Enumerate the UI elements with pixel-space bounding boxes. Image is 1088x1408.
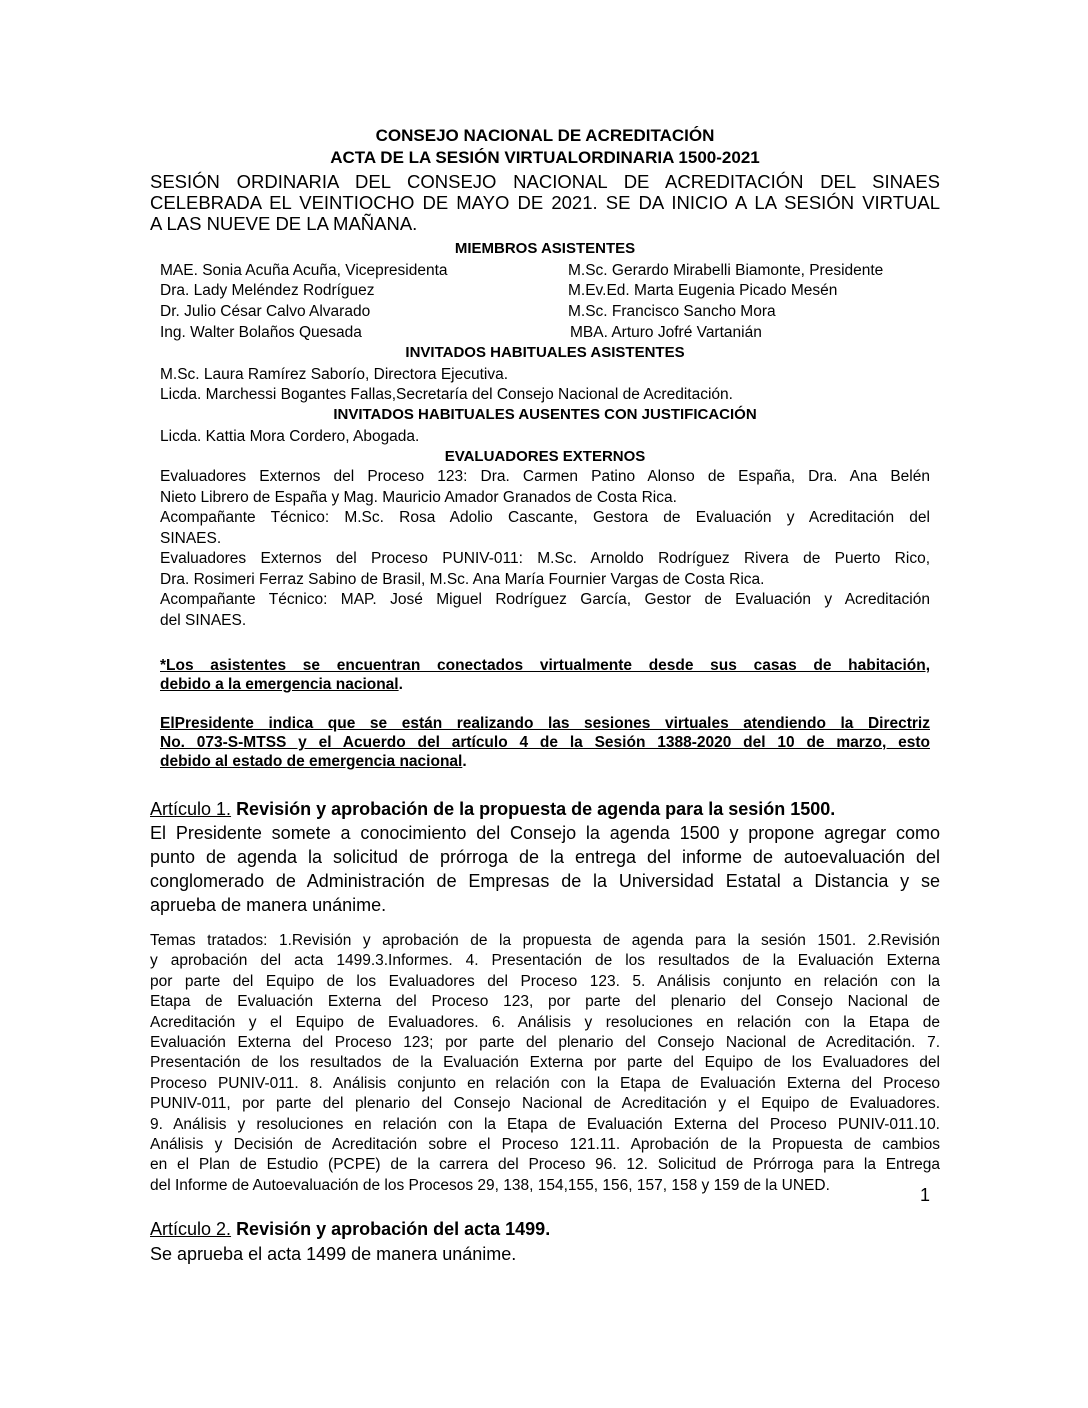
note-line: No. 073-S-MTSS y el Acuerdo del artículo 4 de la Sesión 1388-2020 del 10 de marzo, esto [160, 734, 930, 751]
article-2-body: Se aprueba el acta 1499 de manera unánime. [150, 1244, 517, 1264]
member-name: MAE. Sonia Acuña Acuña, Vicepresidenta [160, 262, 448, 279]
note-line: ElPresidente indica que se están realizando las sesiones virtuales atendiendo la Directriz [160, 715, 930, 732]
member-name: M.Sc. Francisco Sancho Mora [568, 303, 776, 320]
evaluators-line: Evaluadores Externos del Proceso 123: Dra. Carmen Patino Alonso de España, Dra. Ana Belén [160, 468, 930, 485]
note-line: *Los asistentes se encuentran conectados virtualmente desde sus casas de habitación, [160, 657, 930, 674]
member-name: M.Sc. Gerardo Mirabelli Biamonte, Presidente [568, 262, 884, 279]
members-heading: MIEMBROS ASISTENTES [454, 240, 636, 257]
page-number: 1 [920, 1185, 931, 1205]
intro-line: CELEBRADA EL VEINTIOCHO DE MAYO DE 2021. SE DA INICIO A LA SESIÓN VIRTUAL [150, 192, 940, 213]
evaluators-line: Acompañante Técnico: M.Sc. Rosa Adolio Cascante, Gestora de Evaluación y Acreditación del [160, 509, 930, 526]
member-name: Dra. Lady Meléndez Rodríguez [160, 282, 375, 299]
topics-line: 9. Análisis y resoluciones en relación con la Etapa de Evaluación Externa del Proceso PUNIV-011.10. [150, 1115, 940, 1133]
member-name: M.Ev.Ed. Marta Eugenia Picado Mesén [568, 282, 838, 299]
article-line: aprueba de manera unánime. [150, 895, 387, 915]
document-subtitle: ACTA DE LA SESIÓN VIRTUALORDINARIA 1500-2021 [330, 148, 760, 167]
absent-name: Licda. Kattia Mora Cordero, Abogada. [160, 428, 420, 445]
topics-line: Análisis y Decisión de Acreditación sobre el Proceso 121.11. Aprobación de la Propuesta de cambios [150, 1136, 940, 1154]
evaluators-line: del SINAES. [160, 611, 247, 629]
evaluators-block [160, 467, 930, 631]
member-name: MBA. Arturo Jofré Vartanián [570, 324, 762, 341]
session-intro [150, 171, 940, 234]
guests-heading: INVITADOS HABITUALES ASISTENTES [405, 344, 685, 361]
intro-line: SESIÓN ORDINARIA DEL CONSEJO NACIONAL DE ACREDITACIÓN DEL SINAES [150, 171, 940, 192]
article-line: punto de agenda la solicitud de prórroga de la entrega del informe de autoevaluación del [150, 847, 940, 867]
topics-line: en el Plan de Estudio (PCPE) de la carrera del Proceso 96. 12. Solicitud de Prórroga para la Entrega [150, 1156, 940, 1174]
topics-line: Presentación de los resultados de la Evaluación Externa por parte del Equipo de los Evaluadores del [150, 1054, 940, 1072]
note-period: . [462, 753, 467, 770]
guest-name: Licda. Marchessi Bogantes Fallas,Secretaría del Consejo Nacional de Acreditación. [160, 386, 733, 403]
note-period: . [398, 676, 403, 693]
article-title: Revisión y aprobación de la propuesta de agenda para la sesión 1500. [236, 799, 836, 819]
topics-line: y aprobación del acta 1499.3.Informes. 4. Presentación de los resultados de la Evaluación Externa [150, 952, 940, 970]
note-line: debido al estado de emergencia nacional [160, 753, 463, 770]
article-1-heading [150, 798, 940, 820]
evaluators-line: SINAES. [160, 529, 222, 547]
topics-line: Etapa de Evaluación Externa del Proceso 123, por parte del plenario del Consejo Nacional de [150, 993, 940, 1011]
article-number: Artículo 1. [150, 799, 232, 819]
president-directive-note [160, 714, 930, 771]
absent-heading: INVITADOS HABITUALES AUSENTES CON JUSTIFICACIÓN [333, 406, 757, 423]
topics-line: Temas tratados: 1.Revisión y aprobación de la propuesta de agenda para la sesión 1501. 2.Revisión [150, 932, 940, 949]
article-number: Artículo 2. [150, 1219, 232, 1239]
evaluators-line: Dra. Rosimeri Ferraz Sabino de Brasil, M.Sc. Ana María Fournier Vargas de Costa Rica. [160, 570, 765, 588]
article-2-heading [150, 1218, 940, 1240]
evaluators-line: Evaluadores Externos del Proceso PUNIV-011: M.Sc. Arnoldo Rodríguez Rivera de Puerto Rico, [160, 550, 930, 567]
guest-name: M.Sc. Laura Ramírez Saborío, Directora Ejecutiva. [160, 366, 509, 383]
virtual-attendance-note [160, 656, 930, 694]
evaluators-line: Acompañante Técnico: MAP. José Miguel Rodríguez García, Gestor de Evaluación y Acreditación [160, 591, 930, 608]
document-title: CONSEJO NACIONAL DE ACREDITACIÓN [375, 126, 715, 145]
member-name: Dr. Julio César Calvo Alvarado [160, 303, 371, 320]
member-name: Ing. Walter Bolaños Quesada [160, 324, 362, 341]
article-title: Revisión y aprobación del acta 1499. [236, 1219, 551, 1239]
topics-line: PUNIV-011, por parte del plenario del Consejo Nacional de Acreditación y el Equipo de Evaluadores. [150, 1095, 940, 1113]
topics-line: del Informe de Autoevaluación de los Procesos 29, 138, 154,155, 156, 157, 158 y 159 de la UNED. [150, 1176, 830, 1194]
topics-line: Proceso PUNIV-011. 8. Análisis conjunto en relación con la Etapa de Evaluación Externa del Proceso [150, 1074, 940, 1092]
article-1-body [150, 821, 940, 917]
topics-line: Evaluación Externa del Proceso 123; por parte del plenario del Consejo Nacional de Acreditación. 7. [150, 1034, 940, 1052]
topics-line: por parte del Equipo de los Evaluadores del Proceso 123. 5. Análisis conjunto en relación con la [150, 972, 940, 990]
article-line: conglomerado de Administración de Empresas de la Universidad Estatal a Distancia y se [150, 871, 940, 891]
evaluators-line: Nieto Librero de España y Mag. Mauricio Amador Granados de Costa Rica. [160, 488, 677, 506]
note-line: debido a la emergencia nacional [160, 676, 399, 693]
topics-paragraph [150, 931, 940, 1196]
topics-line: Acreditación y el Equipo de Evaluadores. 6. Análisis y resoluciones en relación con la Etapa de [150, 1013, 940, 1031]
evaluators-heading: EVALUADORES EXTERNOS [444, 448, 646, 465]
article-line: El Presidente somete a conocimiento del Consejo la agenda 1500 y propone agregar como [150, 823, 940, 843]
intro-line: A LAS NUEVE DE LA MAÑANA. [150, 213, 418, 234]
